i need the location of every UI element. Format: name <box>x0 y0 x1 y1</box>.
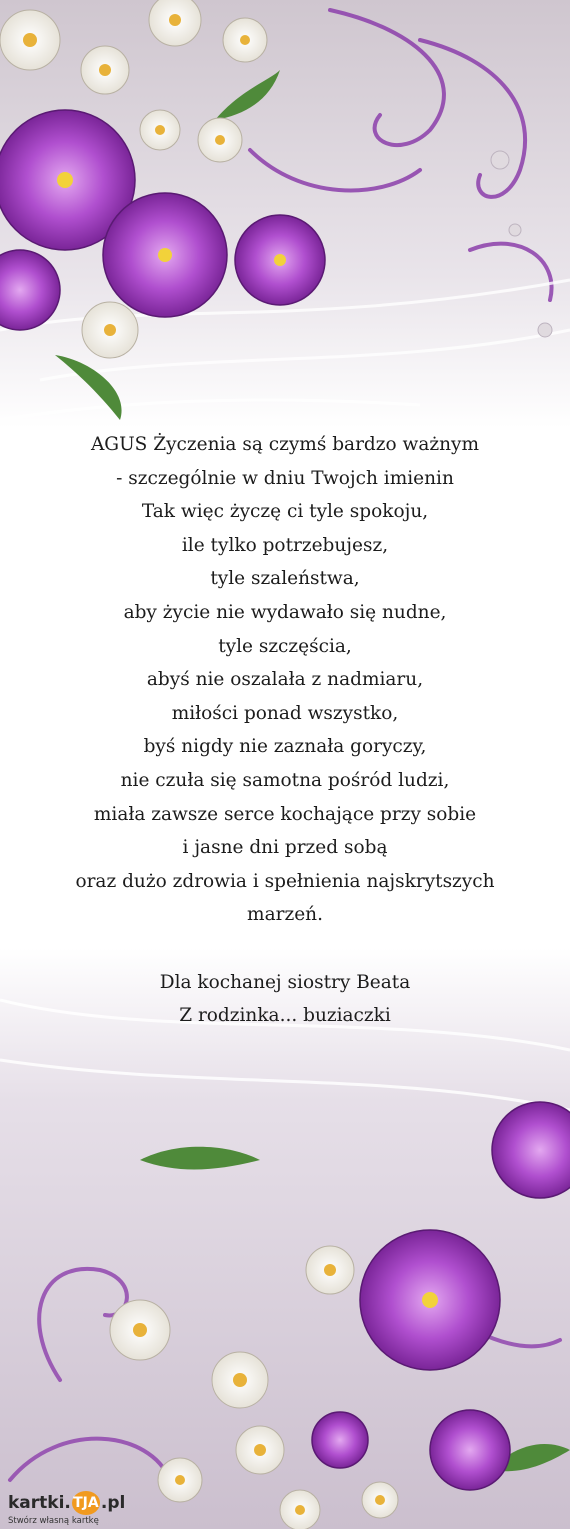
message-line: tyle szczęścia, <box>218 635 352 657</box>
logo-badge: TJA <box>72 1491 100 1515</box>
message-line: oraz dużo zdrowia i spełnienia najskrytszych <box>75 870 495 892</box>
logo-prefix: kartki. <box>8 1493 71 1513</box>
spacer <box>0 932 570 966</box>
greeting-message <box>0 428 570 1033</box>
message-line: marzeń. <box>247 904 323 926</box>
message-line: Tak więc życzę ci tyle spokoju, <box>141 501 429 523</box>
message-line: ile tylko potrzebujesz, <box>181 534 389 556</box>
message-line: tyle szaleństwa, <box>210 568 360 590</box>
message-line: aby życie nie wydawało się nudne, <box>123 601 447 623</box>
signature-line: Z rodzinka... buziaczki <box>179 1005 391 1027</box>
signature-line: Dla kochanej siostry Beata <box>159 971 411 993</box>
logo-wordmark <box>8 1490 125 1516</box>
message-line: i jasne dni przed sobą <box>182 837 388 859</box>
logo-tagline: Stwórz własną kartkę <box>8 1516 99 1526</box>
message-line: AGUS Życzenia są czymś bardzo ważnym <box>90 434 480 455</box>
message-line: miała zawsze serce kochające przy sobie <box>93 803 477 825</box>
message-line: - szczególnie w dniu Twojch imienin <box>116 467 454 489</box>
message-line: miłości ponad wszystko, <box>171 702 399 724</box>
logo-suffix: .pl <box>100 1493 126 1513</box>
message-line: nie czuła się samotna pośród ludzi, <box>120 769 450 791</box>
site-logo[interactable] <box>8 1490 126 1526</box>
message-line: byś nigdy nie zaznała goryczy, <box>143 736 427 758</box>
message-line: abyś nie oszalała z nadmiaru, <box>146 669 424 691</box>
